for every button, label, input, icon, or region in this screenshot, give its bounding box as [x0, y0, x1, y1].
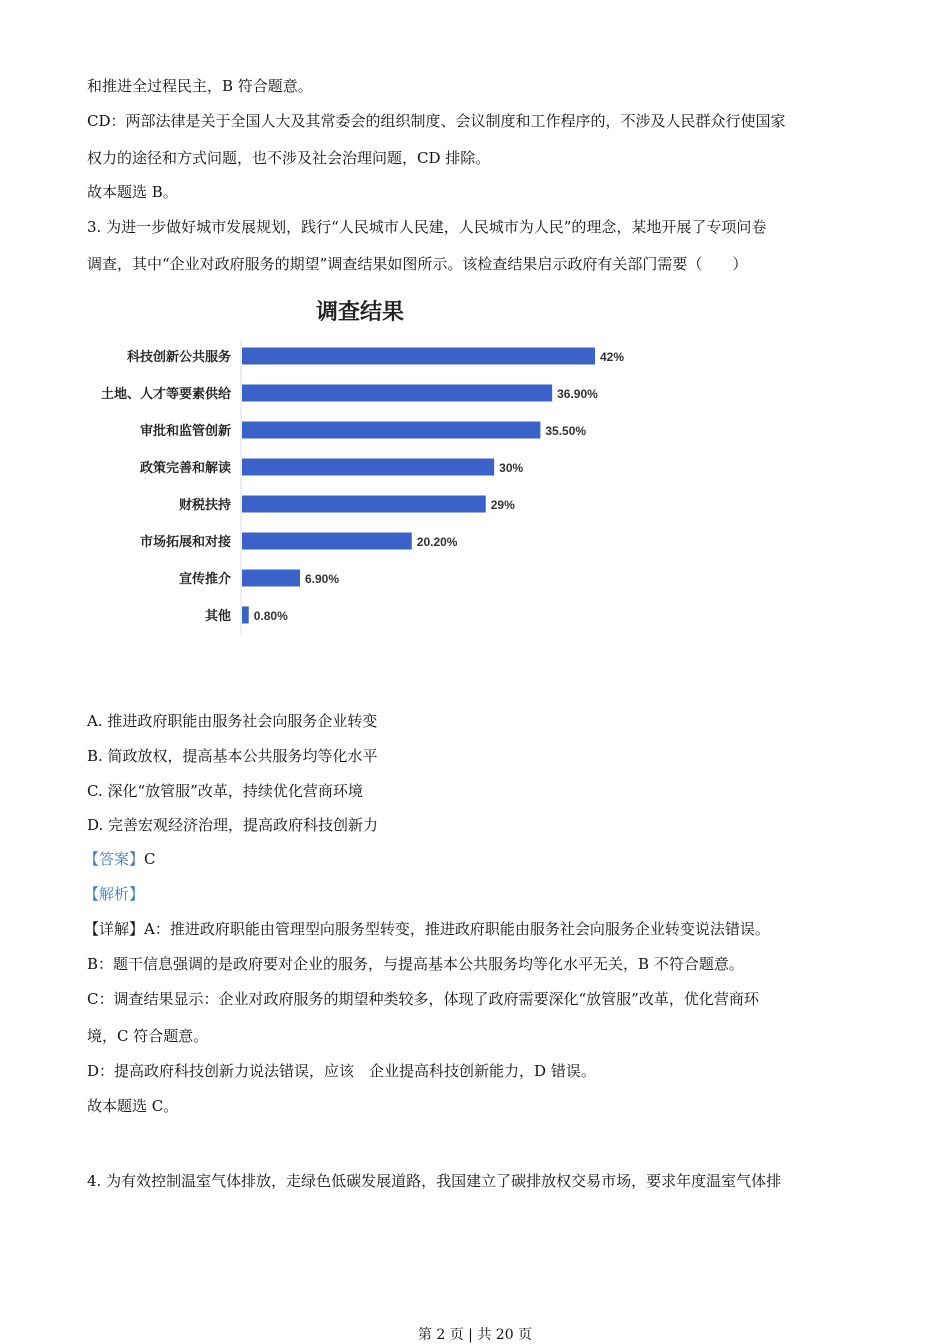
category-label: 财税扶持 — [178, 498, 231, 513]
option-c[interactable]: C. 深化“放管服”改革，持续优化营商环境 — [87, 782, 363, 800]
detail-c: C：调查结果显示：企业对政府服务的期望种类较多，体现了政府需要深化“放管服”改革，优化营商环 — [87, 990, 759, 1008]
data-label: 20.20% — [416, 535, 458, 549]
bar — [242, 533, 412, 550]
data-label: 35.50% — [545, 424, 587, 438]
text-line: CD：两部法律是关于全国人大及其常委会的组织制度、会议制度和工作程序的，不涉及人民群众行使国家 — [87, 112, 786, 130]
bar — [242, 607, 249, 624]
data-label: 30% — [499, 461, 524, 475]
text-line: 权力的途径和方式问题，也不涉及社会治理问题，CD 排除。 — [87, 149, 491, 167]
bar — [242, 570, 300, 587]
bar — [242, 422, 540, 439]
category-label: 土地、人才等要素供给 — [100, 387, 231, 402]
text-line: 和推进全过程民主，B 符合题意。 — [87, 77, 313, 95]
option-b[interactable]: B. 简政放权，提高基本公共服务均等化水平 — [87, 747, 378, 765]
category-label: 市场拓展和对接 — [139, 535, 231, 550]
answer-value: C — [144, 850, 156, 868]
text-line: 故本题选 B。 — [87, 183, 178, 201]
option-a[interactable]: A. 推进政府职能由服务社会向服务企业转变 — [87, 712, 378, 730]
answer-line — [84, 849, 156, 869]
conclusion: 故本题选 C。 — [87, 1097, 179, 1115]
bar — [242, 496, 486, 513]
answer-tag: 【答案】 — [84, 850, 145, 868]
bar — [242, 385, 552, 402]
option-d[interactable]: D. 完善宏观经济治理，提高政府科技创新力 — [87, 816, 379, 834]
question-3-text: 3. 为进一步做好城市发展规划，践行“人民城市人民建，人民城市为人民”的理念，某地开展了专项问卷 — [87, 218, 767, 236]
page-footer: 第 2 页 | 共 20 页 — [417, 1327, 533, 1343]
category-label: 科技创新公共服务 — [126, 350, 231, 365]
analysis-tag: 【解析】 — [84, 885, 145, 903]
bar — [242, 459, 494, 476]
data-label: 0.80% — [253, 609, 288, 623]
category-label: 政策完善和解读 — [139, 461, 231, 476]
detail-tag: 【详解】 — [84, 920, 145, 938]
data-label: 42% — [600, 350, 625, 364]
survey-bar-chart — [80, 290, 640, 640]
detail-a: A：推进政府职能由管理型向服务型转变，推进政府职能由服务社会向服务企业转变说法错误。 — [144, 920, 770, 938]
bar — [242, 348, 595, 365]
detail-c-cont: 境，C 符合题意。 — [87, 1027, 209, 1045]
detail-b: B：题干信息强调的是政府要对企业的服务，与提高基本公共服务均等化水平无关，B 不符合题意。 — [87, 955, 744, 973]
data-label: 36.90% — [557, 387, 598, 401]
chart-title: 调查结果 — [315, 300, 405, 325]
category-label: 宣传推介 — [178, 572, 231, 587]
category-label: 审批和监管创新 — [139, 424, 231, 439]
question-3-text: 调查，其中“企业对政府服务的期望”调查结果如图所示。该检查结果启示政府有关部门需要（ ） — [87, 255, 748, 273]
data-label: 6.90% — [304, 572, 340, 586]
question-4-text: 4. 为有效控制温室气体排放，走绿色低碳发展道路，我国建立了碳排放权交易市场，要求年度温室气体排 — [87, 1172, 782, 1190]
data-label: 29% — [490, 498, 515, 512]
category-label: 其他 — [204, 609, 231, 624]
detail-line — [84, 919, 770, 939]
detail-d: D：提高政府科技创新力说法错误，应该 企业提高科技创新能力，D 错误。 — [87, 1062, 596, 1080]
